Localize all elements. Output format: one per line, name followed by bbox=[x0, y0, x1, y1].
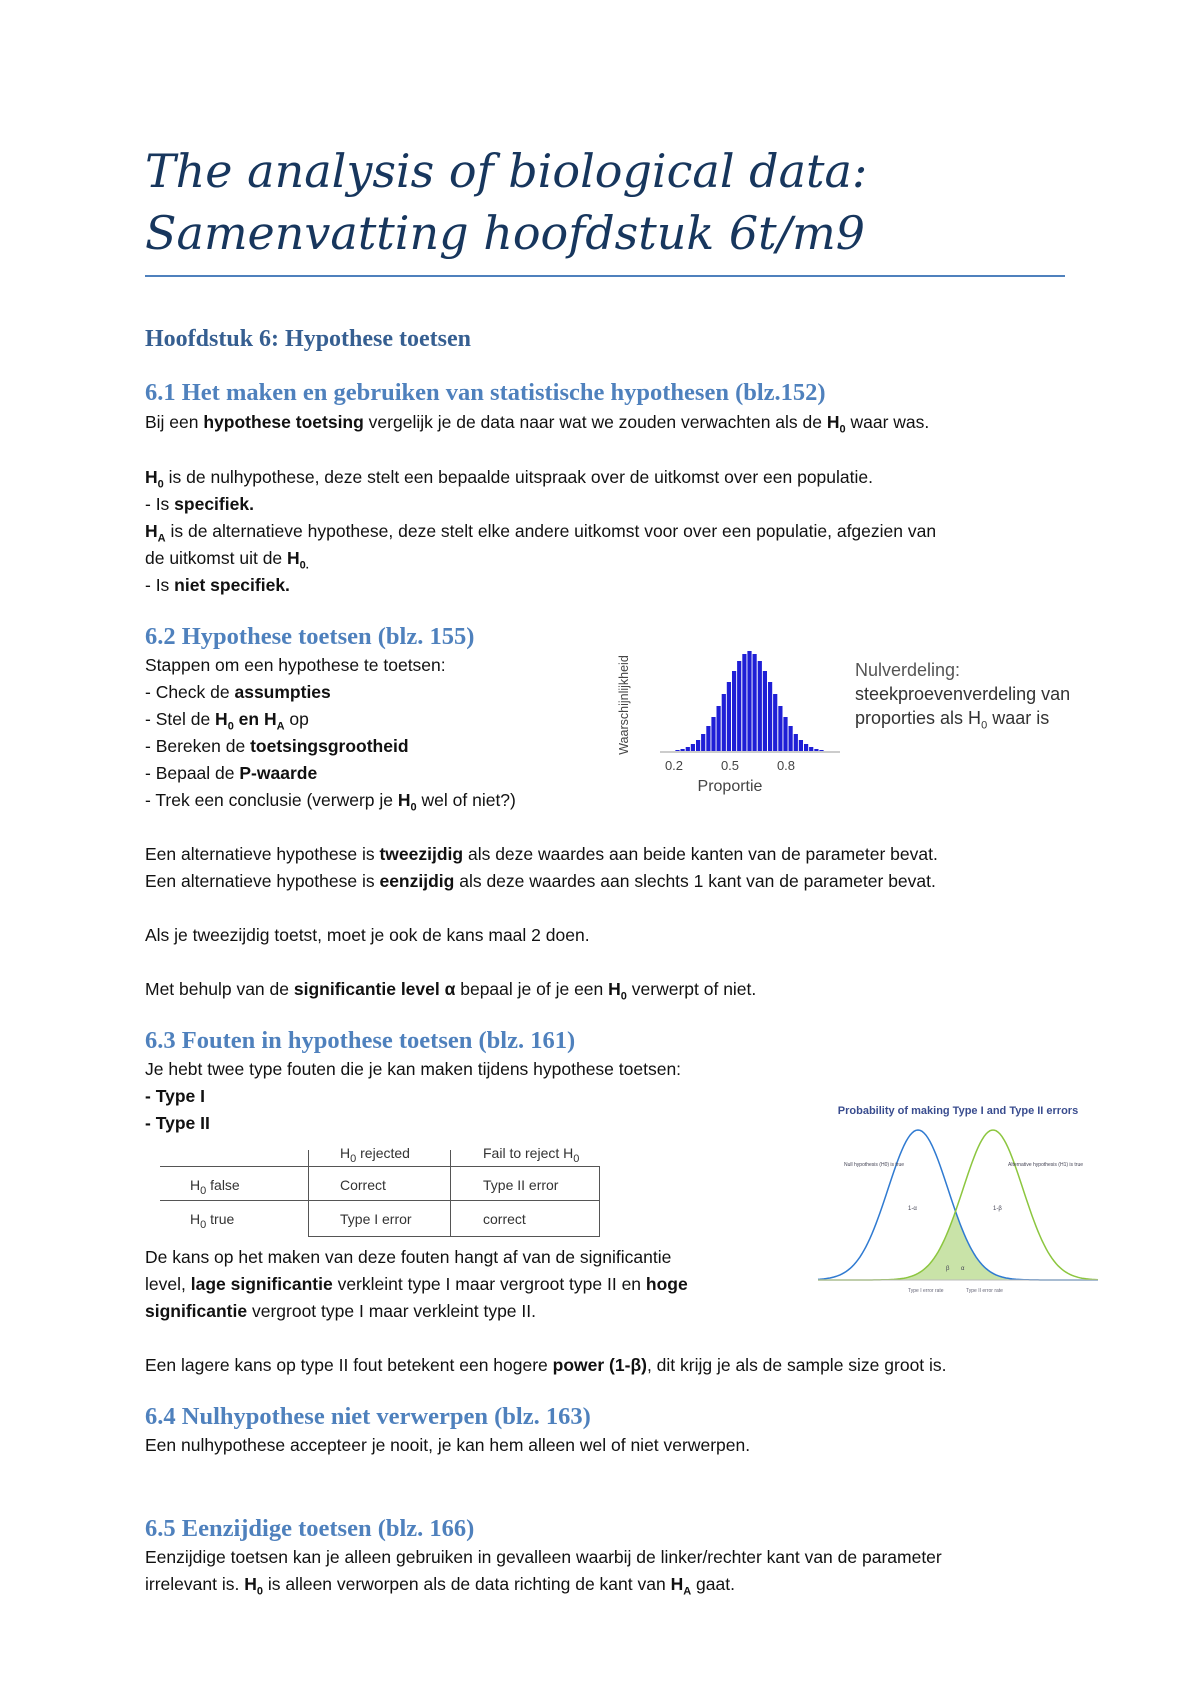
x-tick-label: 0.5 bbox=[720, 758, 740, 773]
histogram-bar bbox=[789, 726, 793, 751]
histogram-bar bbox=[799, 740, 803, 751]
s63-paragraph-3: significantie vergroot type I maar verkleint type II. bbox=[145, 1301, 536, 1321]
table-row-label-h0-true: $H_0$ true bbox=[190, 1211, 235, 1231]
s61-h0-definition: $H_0$ is de nulhypothese, deze stelt een bepaalde uitspraak over de uitkomst over een populatie. bbox=[145, 467, 873, 491]
histogram-bar bbox=[819, 750, 823, 751]
histogram-bar bbox=[706, 726, 710, 751]
table-col-header-rejected: $H_0$ rejected bbox=[340, 1145, 410, 1165]
histogram-bar bbox=[753, 654, 757, 751]
table-rule-top bbox=[160, 1166, 600, 1167]
x-label-type-1: Type I error rate bbox=[908, 1288, 944, 1294]
x-axis-label: Proportie bbox=[697, 778, 763, 795]
histogram-bar bbox=[722, 694, 726, 751]
s62-step-4: - Bepaal de P-waarde bbox=[145, 763, 318, 783]
section-6-4-heading: 6.4 Nulhypothese niet verwerpen (blz. 163) bbox=[145, 1403, 591, 1430]
section-6-5-heading: 6.5 Eenzijdige toetsen (blz. 166) bbox=[145, 1515, 475, 1542]
s63-paragraph-1: De kans op het maken van deze fouten hangt af van de significantie bbox=[145, 1247, 672, 1267]
null-distribution-chart bbox=[610, 645, 850, 795]
histogram-bar bbox=[696, 740, 700, 751]
document-title bbox=[145, 140, 1065, 264]
histogram-bar bbox=[814, 749, 818, 751]
s61-h0-item: - Is specifiek. bbox=[145, 494, 254, 514]
figure1-annotation bbox=[855, 658, 1070, 730]
histogram-bar bbox=[804, 744, 808, 751]
s63-intro: Je hebt twee type fouten die je kan maken tijdens hypothese toetsen: bbox=[145, 1059, 682, 1079]
table-cell-type-1: Type I error bbox=[340, 1211, 412, 1227]
s62-step-5: - Trek een conclusie (verwerp je $H_0$ wel of niet?) bbox=[145, 790, 516, 814]
null-confidence-label: 1-α bbox=[908, 1206, 917, 1212]
histogram-bar bbox=[727, 682, 731, 751]
histogram-bar bbox=[737, 661, 741, 751]
s63-power: Een lagere kans op type II fout betekent een hogere power (1-β), dit krijg je als de sample size groot is. bbox=[145, 1355, 947, 1375]
histogram-bar bbox=[783, 717, 787, 751]
table-rule-bottom bbox=[308, 1236, 600, 1237]
histogram-bar bbox=[758, 661, 762, 751]
table-divider-1 bbox=[308, 1150, 309, 1236]
table-cell-correct: Correct bbox=[340, 1177, 386, 1193]
s62-step-1: - Check de assumpties bbox=[145, 682, 331, 702]
histogram-bar bbox=[747, 651, 751, 751]
x-tick-label: 0.2 bbox=[664, 758, 684, 773]
s61-paragraph-1: Bij een hypothese toetsing vergelijk je de data naar wat we zouden verwachten als de $H_0$ waar was. bbox=[145, 412, 930, 436]
beta-label: β bbox=[946, 1266, 950, 1272]
table-divider-2 bbox=[450, 1150, 451, 1236]
histogram-bar bbox=[691, 744, 695, 751]
s62-step-3: - Bereken de toetsingsgrootheid bbox=[145, 736, 409, 756]
error-probability-figure bbox=[808, 1100, 1108, 1300]
s63-paragraph-2: level, lage significantie verkleint type I maar vergroot type II en hoge bbox=[145, 1274, 688, 1294]
alpha-label: α bbox=[961, 1266, 965, 1272]
table-cell-correct-2: correct bbox=[483, 1211, 526, 1227]
s61-ha-item: - Is niet specifiek. bbox=[145, 575, 290, 595]
s64-paragraph: Een nulhypothese accepteer je nooit, je kan hem alleen wel of niet verwerpen. bbox=[145, 1435, 751, 1455]
table-row-label-h0-false: $H_0$ false bbox=[190, 1177, 240, 1197]
s62-step-2: - Stel de $H_0$ en $H_A$ op bbox=[145, 709, 309, 733]
figure1-note-line-2: steekproevenverdeling van bbox=[855, 684, 1071, 704]
histogram-bar bbox=[701, 734, 705, 751]
alt-power-label: 1-β bbox=[993, 1206, 1002, 1212]
histogram-bar bbox=[681, 749, 685, 751]
x-label-type-2: Type II error rate bbox=[966, 1288, 1003, 1294]
chapter-heading: Hoofdstuk 6: Hypothese toetsen bbox=[145, 326, 472, 352]
histogram-bar bbox=[711, 717, 715, 751]
histogram-bar bbox=[778, 706, 782, 751]
histogram-bar bbox=[763, 671, 767, 751]
alt-curve-label: Alternative hypothesis (H1) is true bbox=[1008, 1162, 1084, 1168]
histogram-bar bbox=[809, 747, 813, 751]
histogram-bar bbox=[794, 734, 798, 751]
s65-paragraph-1: Eenzijdige toetsen kan je alleen gebruiken in gevalleen waarbij de linker/rechter kant van de parameter bbox=[145, 1547, 942, 1567]
s62-double-chance: Als je tweezijdig toetst, moet je ook de kans maal 2 doen. bbox=[145, 925, 590, 945]
histogram-bar bbox=[675, 750, 679, 751]
section-6-3-heading: 6.3 Fouten in hypothese toetsen (blz. 161) bbox=[145, 1027, 576, 1054]
figure1-note-title: Nulverdeling: bbox=[855, 660, 961, 680]
s65-paragraph-2: irrelevant is. $H_0$ is alleen verworpen als de data richting de kant van $H_A$ gaat. bbox=[145, 1574, 735, 1598]
y-axis-label: Waarschijnlijkheid bbox=[617, 655, 631, 755]
figure2-title: Probability of making Type I and Type II errors bbox=[837, 1105, 1079, 1117]
s62-significance: Met behulp van de significantie level α bepaal je of je een $H_0$ verwerpt of niet. bbox=[145, 979, 757, 1003]
x-tick-label: 0.8 bbox=[776, 758, 796, 773]
null-curve-label: Null hypothesis (H0) is true bbox=[844, 1162, 905, 1168]
table-rule-mid bbox=[160, 1200, 600, 1201]
histogram-bar bbox=[742, 654, 746, 751]
s61-ha-line-2: de uitkomst uit de $H_{0.}$ bbox=[145, 548, 309, 572]
histogram-bar bbox=[773, 694, 777, 751]
title-underline bbox=[145, 275, 1065, 277]
histogram-bar bbox=[768, 682, 772, 751]
title-line-2: Samenvatting hoofdstuk 6t/m9 bbox=[145, 206, 866, 260]
s63-item-type-2: - Type II bbox=[145, 1113, 210, 1133]
section-6-2-heading: 6.2 Hypothese toetsen (blz. 155) bbox=[145, 623, 475, 650]
histogram-bar bbox=[732, 671, 736, 751]
s63-item-type-1: - Type I bbox=[145, 1086, 205, 1106]
table-col-header-fail: Fail to reject $H_0$ bbox=[483, 1145, 580, 1165]
s61-ha-definition: $H_A$ is de alternatieve hypothese, deze stelt elke andere uitkomst voor over een populatie, afgezien van bbox=[145, 521, 937, 545]
section-6-1-heading: 6.1 Het maken en gebruiken van statistische hypothesen (blz.152) bbox=[145, 379, 826, 406]
table-divider-3 bbox=[599, 1166, 600, 1236]
table-cell-type-2: Type II error bbox=[483, 1177, 559, 1193]
title-line-1: The analysis of biological data: bbox=[145, 144, 868, 198]
s62-two-sided: Een alternatieve hypothese is tweezijdig als deze waardes aan beide kanten van de parameter bevat. bbox=[145, 844, 938, 864]
chart-bars bbox=[675, 651, 823, 751]
figure1-note-line-3: proporties als $H_0$ waar is bbox=[855, 708, 1050, 732]
s62-intro: Stappen om een hypothese te toetsen: bbox=[145, 655, 446, 675]
histogram-bar bbox=[717, 706, 721, 751]
histogram-bar bbox=[686, 747, 690, 751]
s62-one-sided: Een alternatieve hypothese is eenzijdig als deze waardes aan slechts 1 kant van de parameter bevat. bbox=[145, 871, 936, 891]
